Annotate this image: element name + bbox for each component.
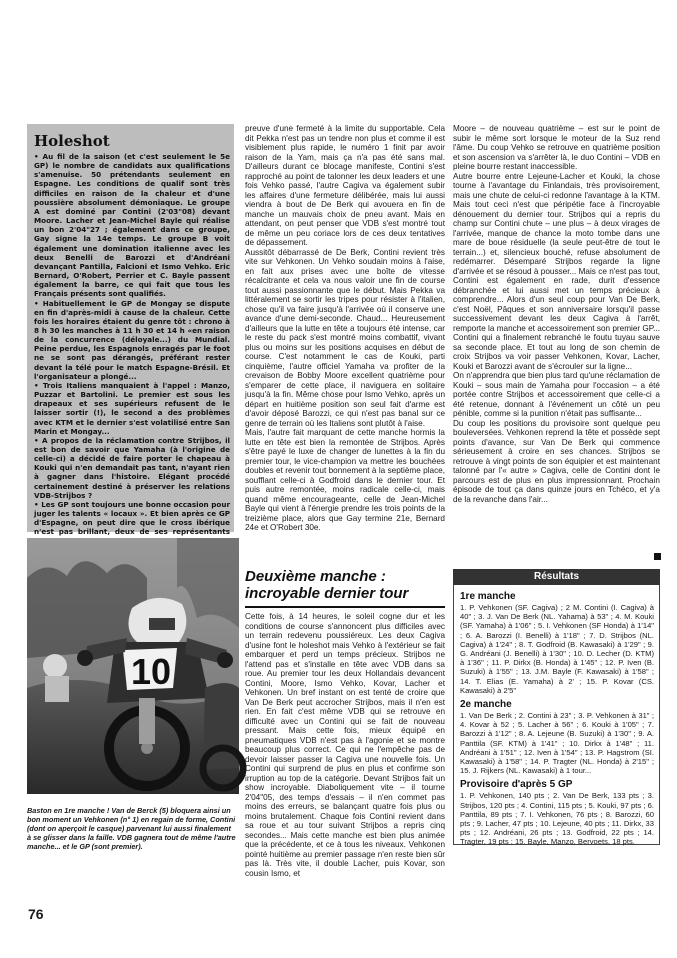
holeshot-paragraph: • Au fil de la saison (et c'est seulement le 5e GP) le nombre de candidats aux qualifications s'amenuise. 50 prétendants seulement en Espagne. Les conditions de qualif sont très difficiles en raison de la chaleur et d'une poussière absolument démoniaque. Le groupe A est dominé par Contini (2'03"08) devant Moore. Lacher et Jean-Michel Bayle qui réalise un bon 2'04"27 ; également dans ce groupe, Gay signe la 14e temps. Le groupe B voit également une domination italienne avec les deux Benelli de Barozzi et d'Andréani devançant Pantilla, Falcioni et Ismo Vehko. Eric Bernard, O'Robert, Perrier et C. Bayle passent également la barre, ce qui fait que tous les Français présents sont qualifiés.: [34, 152, 230, 299]
results-section-title: 1re manche: [460, 591, 516, 602]
results-box: [453, 569, 660, 845]
article-paragraph: Autre bourre entre Lejeune-Lacher et Kouki, la chose tourne à l'avantage du Finlandais, très provisoirement, mais une chute de celui-ci redonne l'avantage à la KTM. Mais tout ceci n'est que péripétie face à l'incroyable dénouement du dernier tour. Strijbos qui a repris du champ sur Contini chute – une plus – à deux virages de l'arrivée, manque de chance la moto tombe dans une mare de boue résiduelle (la seule peut-être de tout le terrain...) et, silencieux bouché, refuse absolument de redémarrer. Désemparé Strijbos regarde la ligne d'arrivée et se résoud à pousser... Mais ce n'est pas tout, Contini est également en rade, durit d'essence débranchée et lui aussi met un temps précieux à comprendre... Alors d'un seul coup pour Van De Berk, c'est Noël, Pâques et son anniversaire lorsqu'il passe successivement devant les deux Cagiva à l'arrêt, remporte la manche et accessoirement son premier GP... Contini qui a finalement rebranché le foutu tuyau sauve sa seconde place. Et tout au long de son chemin de croix Strijbos va voir passer Vehkonen, Kovar, Lacher, Kouki et Barozzi avant de s'écrouler sur la ligne...: [453, 171, 660, 371]
article-column-3: [453, 124, 660, 504]
results-content: [460, 590, 654, 850]
results-section-text: 1. P. Vehkonen (SF. Cagiva) ; 2 M. Contini (I. Cagiva) à 40" ; 3. J. Van De Berk (NL. Yahama) à 53" ; 4. M. Kouki (SF. Yamaha) à 1'06" ; 5. I. Vehkonen (SF Honda) à 1'14" ; 6. A. Barozzi (I. Benelli) à 1'18" ; 7. D. Strijbos (NL. Cagiva) à 1'24" ; 8. T. Godfroid (B. Kawasaki) à 1'29" ; 9. G. Andréani (J. Benelli) à 1'30" ; 10. D. Lecher (D. KTM) à 1'36" ; 11. P. Dirkx (B. Honda) à 1'45" ; 12. P. Iven (B. Suzuki) à 1'55" ; 13. J.M. Bayle (F. Kawasaki) à 1'58" ; 14. T. Elias (E. Yamaha) à 2' ; 15. P. Kovar (CS. Kawasaki) à 2'5": [460, 603, 654, 695]
article-paragraph: preuve d'une fermeté à la limite du supportable. Cela dit Pekka n'est pas un tendre non plus et comme il est visiblement plus rapide, le numéro 1 finit par avoir raison de la Yam, mais ça n'a pas été sans mal. D'ailleurs durant ce blocage manifeste, Contini s'est rapproché au point de talonner les deux leaders et une fois Vehko passé, l'autre Cagiva va également subir les affaires d'une fermeture délibérée, mais lui aussi viendra à bout de De Berk qui avouera en fin de manche un mauvais choix de pneu avant. Mais en attendant, on peut penser que VDB s'est montré tout de même un peu coriace lors de ces deux tentatives de dépassement.: [245, 124, 445, 247]
holeshot-text: [34, 152, 230, 573]
end-of-article-mark: [654, 553, 661, 560]
results-section-text: 1. P. Vehkonen, 140 pts ; 2. Van De Berk, 133 pts ; 3. Strijbos, 120 pts ; 4. Contini, 115 pts ; 5. Kouki, 97 pts ; 6. Panttila, 89 pts ; 7. I. Vehkonen, 76 pts ; 8. Barozzi, 60 pts ; 9. Lacher, 47 pts ; 10. Lejeune, 40 pts ; 11. Dirkx, 33 pts ; 12. Andréani, 26 pts ; 13. Godfroid, 22 pts ; 14. Tragter, 19 pts ; 15. Bayle, Manzo, Bervoets, 18 pts.: [460, 791, 654, 847]
holeshot-paragraph: • A propos de la réclamation contre Strijbos, il est bon de savoir que Yamaha (à l'origine de celle-ci) a décidé de faire porter le chapeau à Kouki qui n'en demandait pas tant, n'ayant rien à gagner dans l'histoire. Elégant procédé certainement destiné à préserver les relations VDB-Strijbos ?: [34, 435, 230, 500]
holeshot-title: Holeshot: [34, 132, 110, 150]
results-section-title: 2e manche: [460, 699, 512, 711]
bike-number: 10: [131, 651, 172, 692]
results-section-text: 1. Van De Berk ; 2. Contini à 23" ; 3. P. Vehkonen à 31" ; 4. Kovar à 52 ; 5. Lacher à 56" ; 6. Kouki à 1'05" ; 7. Barozzi à 1'12" ; 8. A. Lejeune (B. Suzuki) à 1'30" ; 9. A. Panttila (SF. KTM) à 1'41" ; 10. Dirkx à 1'48" ; 11. Andréani à 1'51" ; 12. Iven à 1'54" ; 13. P. Hagstrom (SI. Kawasaki) à 1'58" ; 14. P. Tragter (NL. Honda) à 2'15" ; 15. J. Rijkers (NL. Kawasaki) à 1 tour...: [460, 711, 654, 776]
article-paragraph: Moore – de nouveau quatrième – est sur le point de subir le même sort lorsque le moteur de la Suz rend l'âme. Du coup Vehko se retrouve en quatrième position et son ascension va s'arrêter là, le duo Contini – VDB en pleine bourre restant inaccessible.: [453, 124, 660, 171]
article-column-2: [245, 124, 445, 533]
section-heading: Deuxième manche : incroyable dernier tour: [245, 568, 409, 602]
results-header: Résultats: [453, 569, 660, 585]
photo-caption: Baston en 1re manche ! Van de Berck (5) bloquera ainsi un bon moment un Vehkonen (n° 1) en regain de forme, Contini (dont on aperçoit le casque) parvenant lui aussi finalement à se glisser dans la faille. VDB gagnera tout de même l'autre manche... et le GP (sont premier).: [27, 806, 236, 852]
motocross-photo: [27, 538, 239, 794]
article-column-2-lower: [245, 612, 445, 878]
holeshot-paragraph: • Les GP sont toujours une bonne occasion pour juger les talents « locaux ». Et bien après ce GP d'Espagne, on peut dire que le cross ibérique n'est pas brillant, deux de ses représentants: [34, 499, 230, 537]
holeshot-paragraph: • Trois Italiens manquaient à l'appel : Manzo, Puzzar et Bartolini. Le premier est sous les drapeaux et ses supérieurs refusent de le laisser sortir (!), le second a des problèmes avec KTM et le dernier s'est volatilisé entre San Marin et Mongay...: [34, 380, 230, 436]
section-divider: [245, 606, 445, 608]
page-number: 76: [28, 906, 44, 922]
article-paragraph: Du coup les positions du provisoire sont quelque peu bouleversées. Vehkonen reprend la tête et possède sept points d'avance, sur Van De Berk qui commence sérieusement à croire en ses chances. Strijbos se retrouve à vingt points de son équipier et est maintenant talonné par l'« autre » Cagiva, celle de Contini dont le parcours est de plus en plus impressionnant. Prochain épisode de tout ça dans quinze jours en Tchéco, et y'a de la revanche dans l'air...: [453, 418, 660, 504]
article-paragraph: Aussitôt débarrassé de De Berk, Contini revient très vite sur Vehkonen. Un Vehko soudain moins à l'aise, en fait aux prises avec une boîte de vitesse récalcitrante et cela va nous valoir une fin de course tout aussi passionnante que le début. Mais Pekka va littéralement se sortir les tripes pour résister à l'italien, chose qu'il va faire jusqu'à l'arrivée où il conserve une avance d'une demi-seconde. Chaud... Heureusement d'ailleurs que la lutte en tête a toujours été intense, car le reste du pack s'est montré moins combattif, vivant plus ou moins sur les positions acquises en début de course. C'est notamment le cas de Kouki, parti cinquième, l'autre officiel Yamaha va profiter de la crevaison de Bobby Moore excellent quatrième pour s'emparer de cette place, il naviguera en solitaire jusqu'à la fin. Même chose pour Ismo Vehko, après un départ en huitième position son seul fait d'arme est d'avoir déposé Barozzi, ce qui n'est pas banal sur ce genre de terrain où les Italiens sont plutôt à l'aise.: [245, 247, 445, 428]
article-paragraph: On n'apprendra que bien plus tard qu'une réclamation de Kouki – sous main de Yamaha pour l'occasion – a été portée contre Strijbos et accessoirement que celle-ci a été retenue, donnant à l'événement un côté un peu pénible, comme si la punition n'était pas suffisante...: [453, 371, 660, 418]
article-paragraph: Mais, l'autre fait marquant de cette manche hormis la lutte en tête est bien la remontée de Strijbos. Après s'être payé le luxe de changer de lunettes à la fin du premier tour, le vice-champion va mettre les bouchées doubles et revenir tout bonnement à la septième place, soufflant celle-ci à Godfroid dans le dernier tour. Et puis autre remontée, moins radicale celle-ci, mais quand même encourageante, celle de Jean-Michel Bayle qui vient à l'énergie prendre les trois points de la treizième place, alors que Gay termine 21e, Bernard 24e et O'Robert 30e.: [245, 428, 445, 532]
article-paragraph: Cette fois, à 14 heures, le soleil cogne dur et les conditions de course s'annoncent plus difficiles avec un terrain redevenu poussiéreux. Les deux Cagiva d'usine font le holeshot mais Vehko à l'extérieur se fait embarquer et perd un temps précieux. Strijbos ne l'attend pas et s'installe en tête avec VDB dans sa roue. Au premier tour les deux Hollandais devancent Contini, Moore, Ismo Vehko, Kovar, Lacher et Vehkonen. Un bref instant on est tenté de croire que Van De Berk peut accrocher Strijbos, mais il n'en est rien. En fait c'est même VDB qui se retrouve en difficulté avec un Contini qui se fait de nouveau pressant. Mais cette fois, mieux équipé en pneumatiques VDB n'est pas à l'agonie et se montre beaucoup plus correct. Ce qui ne l'empêche pas de devoir laisser passer la Cagiva une nouvelle fois. Un Contini qui surprend de plus en plus et confirme son irruption au top de la catégorie. Devant Strijbos fait un show incroyable. Diaboliquement vite – il tourne 2'04"05, des temps d'essais – il n'en commet pas moins des erreurs, se balançant quatre fois plus ou moins brutalement. Chaque fois Contini revient dans sa roue et au tour suivant Strijbos a repris cinq secondes... Mais cette manche est bien plus animée que la précédente, et ce à tous les niveaux. Vehkonen pointé huitième au premier passage n'en reste bien sûr pas là. Très vite, il double Lacher, puis Kovar, son cousin Ismo, et: [245, 612, 445, 878]
holeshot-box: [27, 124, 234, 537]
results-section-title: Provisoire d'après 5 GP: [460, 779, 573, 791]
holeshot-paragraph: • Habituellement le GP de Mongay se dispute en fin d'après-midi à cause de la chaleur. Cette fois les horaires étaient du genre tôt : chrono à 8 h 30 les manches à 11 h 30 et 14 h «en raison de la concurrence (déloyale...) du Mundial. Peine perdue, les Espagnols enragés par le foot ne se sont pas dérangés, préférant rester devant la télé pour le match Espagne-Brésil. Et l'organisateur a plongé...: [34, 298, 230, 381]
